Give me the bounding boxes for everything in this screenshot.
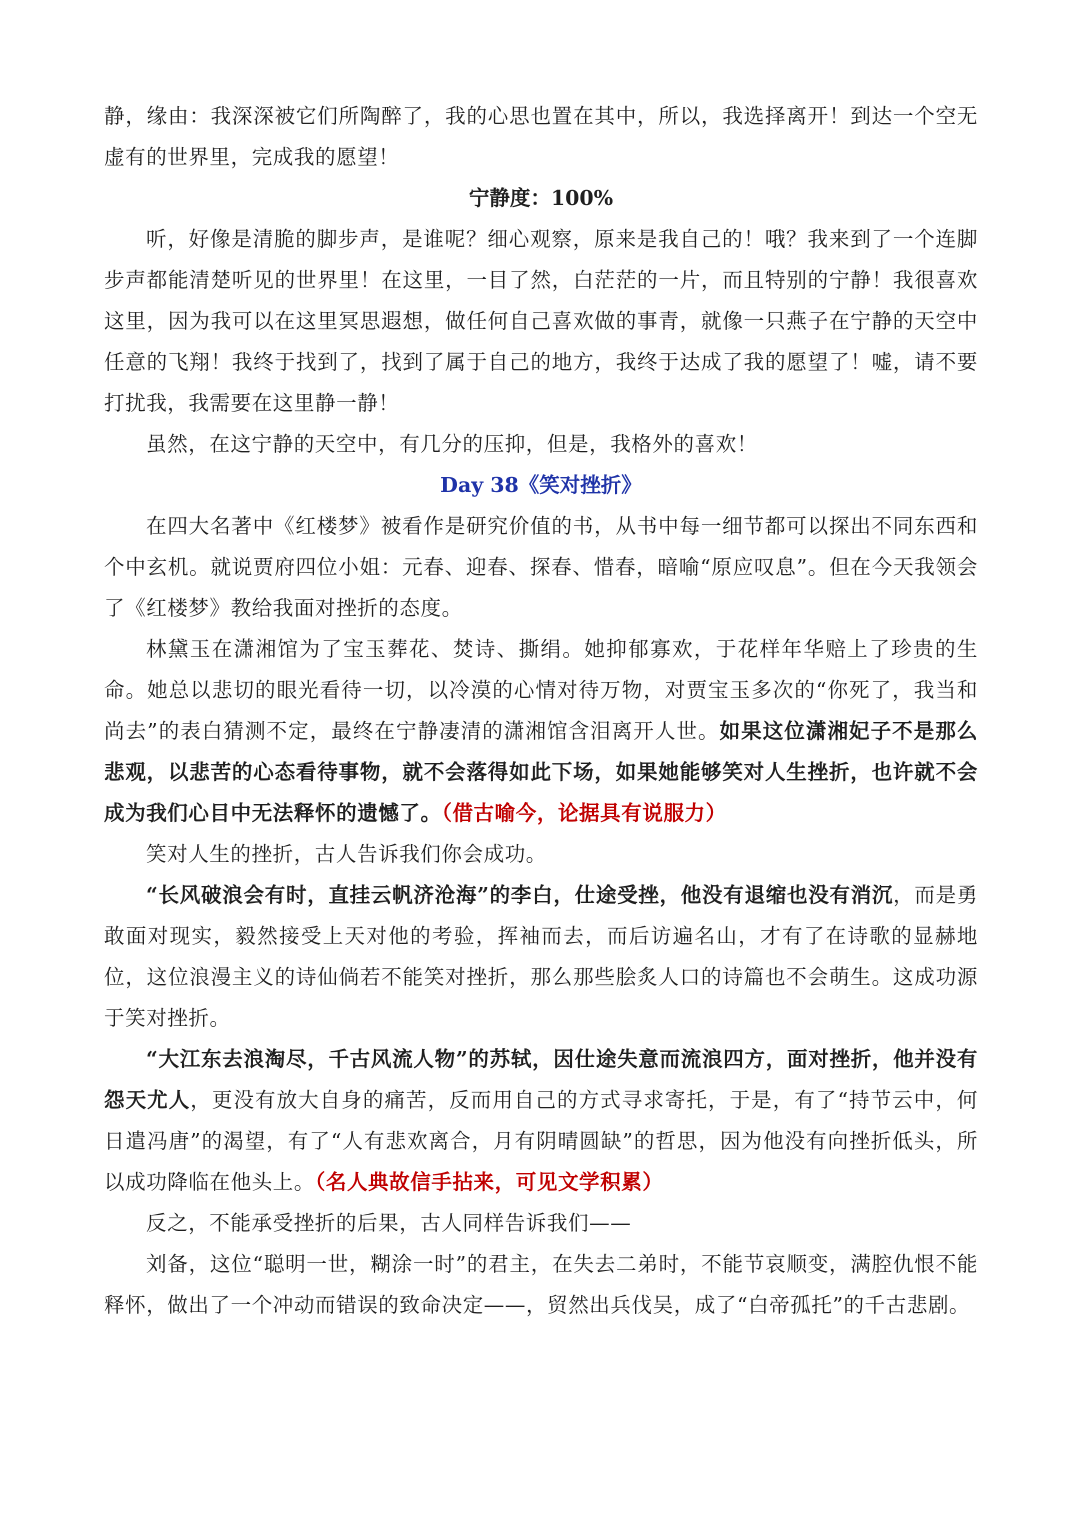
paragraph-8-comment: （名人典故信手拈来，可见文学积累） (315, 1170, 664, 1194)
paragraph-2: 听，好像是清脆的脚步声，是谁呢？细心观察，原来是我自己的！哦？我来到了一个连脚步声都能清楚听见的世界里！在这里，一目了然，白茫茫的一片，而且特别的宁静！我很喜欢这里，因为我可以在这里冥思遐想，做任何自己喜欢做的事青，就像一只燕子在宁静的天空中任意的飞翔！我终于找到了，找到了属于自己的地方，我终于达成了我的愿望了！嘘，请不要打扰我，我需要在这里静一静！ (104, 227, 978, 415)
paragraph-5-comment: （借古喻今，论据具有说服力） (441, 801, 727, 825)
paragraph-5-bold: 如果这位潇湘妃子不是那么悲观，以悲苦的心态看待事物，就不会落得如此下场，如果她能够笑对人生挫折，也许就不会成为我们心目中无法释怀的遗憾了。 (104, 719, 978, 825)
paragraph-5-text: 林黛玉在潇湘馆为了宝玉葬花、焚诗、撕绢。她抑郁寡欢，于花样年华赔上了珍贵的生命。她总以悲切的眼光看待一切，以冷漠的心情对待万物，对贾宝玉多次的“你死了，我当和尚去”的表白猜测不定，最终在宁静凄清的潇湘馆含泪离开人世。 (104, 637, 978, 743)
paragraph-1: 静，缘由：我深深被它们所陶醉了，我的心思也置在其中，所以，我选择离开！到达一个空无虚有的世界里，完成我的愿望！ (104, 104, 978, 169)
paragraph-8 (104, 1039, 978, 1203)
paragraph-5 (104, 629, 978, 834)
paragraph-8-text: ，更没有放大自身的痛苦，反而用自己的方式寻求寄托，于是，有了“持节云中，何日遣冯唐”的渴望，有了“人有悲欢离合，月有阴晴圆缺”的哲思，因为他没有向挫折低头，所以成功降临在他头上。 (104, 1088, 978, 1194)
paragraph-4: 在四大名著中《红楼梦》被看作是研究价值的书，从书中每一细节都可以探出不同东西和个中玄机。就说贾府四位小姐：元春、迎春、探春、惜春，暗喻“原应叹息”。但在今天我领会了《红楼梦》教给我面对挫折的态度。 (104, 514, 978, 620)
paragraph-3: 虽然，在这宁静的天空中，有几分的压抑，但是，我格外的喜欢！ (146, 432, 758, 456)
paragraph-7 (104, 875, 978, 1039)
paragraph-9: 反之，不能承受挫折的后果，古人同样告诉我们—— (146, 1211, 632, 1235)
heading-quietness: 宁静度：100% (468, 186, 614, 210)
paragraph-7-text: ，而是勇敢面对现实，毅然接受上天对他的考验，挥袖而去，而后访遍名山，才有了在诗歌的显赫地位，这位浪漫主义的诗仙倘若不能笑对挫折，那么那些脍炙人口的诗篇也不会萌生。这成功源于笑对挫折。 (104, 883, 978, 1030)
document-page (104, 96, 978, 1326)
heading-day-38: Day 38《笑对挫折》 (440, 473, 642, 497)
paragraph-10: 刘备，这位“聪明一世，糊涂一时”的君主，在失去二弟时，不能节哀顺变，满腔仇恨不能释怀，做出了一个冲动而错误的致命决定——，贸然出兵伐吴，成了“白帝孤托”的千古悲剧。 (104, 1252, 978, 1317)
paragraph-6: 笑对人生的挫折，古人告诉我们你会成功。 (146, 842, 547, 866)
paragraph-8-bold: “大江东去浪淘尽，千古风流人物”的苏轼，因仕途失意而流浪四方，面对挫折，他并没有怨天尤人 (104, 1047, 978, 1112)
paragraph-7-bold: “长风破浪会有时，直挂云帆济沧海”的李白，仕途受挫，他没有退缩也没有消沉 (146, 883, 894, 907)
